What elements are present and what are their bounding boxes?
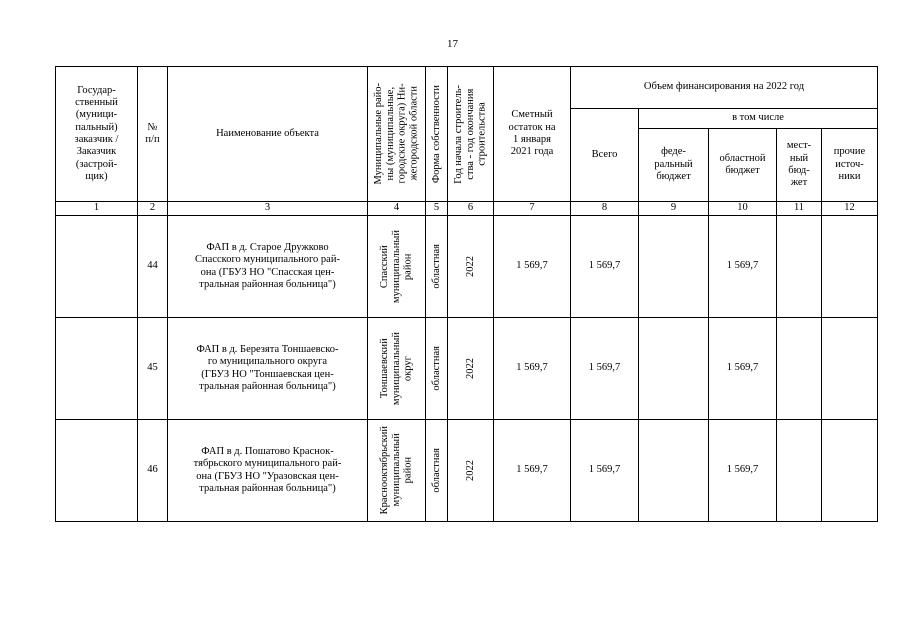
- row-balance: 1 569,7: [494, 318, 571, 420]
- col-num-6: 6: [448, 202, 494, 216]
- col-num-9: 9: [639, 202, 709, 216]
- row-federal: [639, 420, 709, 522]
- col-num-4: 4: [368, 202, 426, 216]
- col-num-8: 8: [571, 202, 639, 216]
- header-years: Год начала строитель- ства - год окончания строительства: [448, 67, 494, 202]
- header-total: Всего: [571, 109, 639, 202]
- row-total: 1 569,7: [571, 216, 639, 318]
- header-row-1: [56, 67, 878, 109]
- row-years: 2022: [448, 318, 494, 420]
- row-balance: 1 569,7: [494, 216, 571, 318]
- header-name: Наименование объекта: [168, 67, 368, 202]
- col-num-7: 7: [494, 202, 571, 216]
- row-other: [822, 318, 878, 420]
- row-customer: [56, 216, 138, 318]
- row-years: 2022: [448, 216, 494, 318]
- col-num-2: 2: [138, 202, 168, 216]
- col-num-5: 5: [426, 202, 448, 216]
- row-other: [822, 216, 878, 318]
- row-district: Тоншаевский муниципальный округ: [368, 318, 426, 420]
- col-num-11: 11: [777, 202, 822, 216]
- row-total: 1 569,7: [571, 420, 639, 522]
- row-regional: 1 569,7: [709, 216, 777, 318]
- row-name: ФАП в д. Старое Дружково Спасского муниципального рай- она (ГБУЗ НО "Спасская цен- тральная районная больница"): [168, 216, 368, 318]
- row-customer: [56, 318, 138, 420]
- row-regional: 1 569,7: [709, 318, 777, 420]
- row-years: 2022: [448, 420, 494, 522]
- header-num: № п/п: [138, 67, 168, 202]
- row-local: [777, 318, 822, 420]
- table-row: [56, 216, 878, 318]
- row-name: ФАП в д. Березята Тоншаевско- го муниципального округа (ГБУЗ НО "Тоншаевская цен- тральная районная больница"): [168, 318, 368, 420]
- header-local: мест- ный бюд- жет: [777, 129, 822, 202]
- row-federal: [639, 216, 709, 318]
- table-row: [56, 318, 878, 420]
- col-num-1: 1: [56, 202, 138, 216]
- row-ownership: областная: [426, 216, 448, 318]
- row-num: 44: [138, 216, 168, 318]
- row-local: [777, 216, 822, 318]
- page-number: 17: [447, 38, 458, 50]
- row-other: [822, 420, 878, 522]
- row-customer: [56, 420, 138, 522]
- row-regional: 1 569,7: [709, 420, 777, 522]
- row-num: 46: [138, 420, 168, 522]
- header-funding: Объем финансирования на 2022 год: [571, 67, 878, 109]
- col-num-10: 10: [709, 202, 777, 216]
- table-row: [56, 420, 878, 522]
- header-balance: Сметный остаток на 1 января 2021 года: [494, 67, 571, 202]
- row-name: ФАП в д. Пошатово Краснок- тябрьского муниципального рай- она (ГБУЗ НО "Уразовская цен- тральная районная больница"): [168, 420, 368, 522]
- row-district: Краснооктябрьский муниципальный район: [368, 420, 426, 522]
- row-ownership: областная: [426, 420, 448, 522]
- row-local: [777, 420, 822, 522]
- row-num: 45: [138, 318, 168, 420]
- row-balance: 1 569,7: [494, 420, 571, 522]
- row-federal: [639, 318, 709, 420]
- row-district: Спасский муниципальный район: [368, 216, 426, 318]
- financing-table: [55, 66, 878, 522]
- header-regional: областной бюджет: [709, 129, 777, 202]
- col-num-12: 12: [822, 202, 878, 216]
- header-customer: Государ- ственный (муници- пальный) заказчик / Заказчик (застрой- щик): [56, 67, 138, 202]
- header-federal: феде- ральный бюджет: [639, 129, 709, 202]
- column-number-row: [56, 202, 878, 216]
- header-ownership: Форма собственности: [426, 67, 448, 202]
- header-including: в том числе: [639, 109, 878, 129]
- header-district: Муниципальные райо- ны (муниципальные, городские округа) Ни- жегородской области: [368, 67, 426, 202]
- row-ownership: областная: [426, 318, 448, 420]
- col-num-3: 3: [168, 202, 368, 216]
- row-total: 1 569,7: [571, 318, 639, 420]
- header-other: прочие источ- ники: [822, 129, 878, 202]
